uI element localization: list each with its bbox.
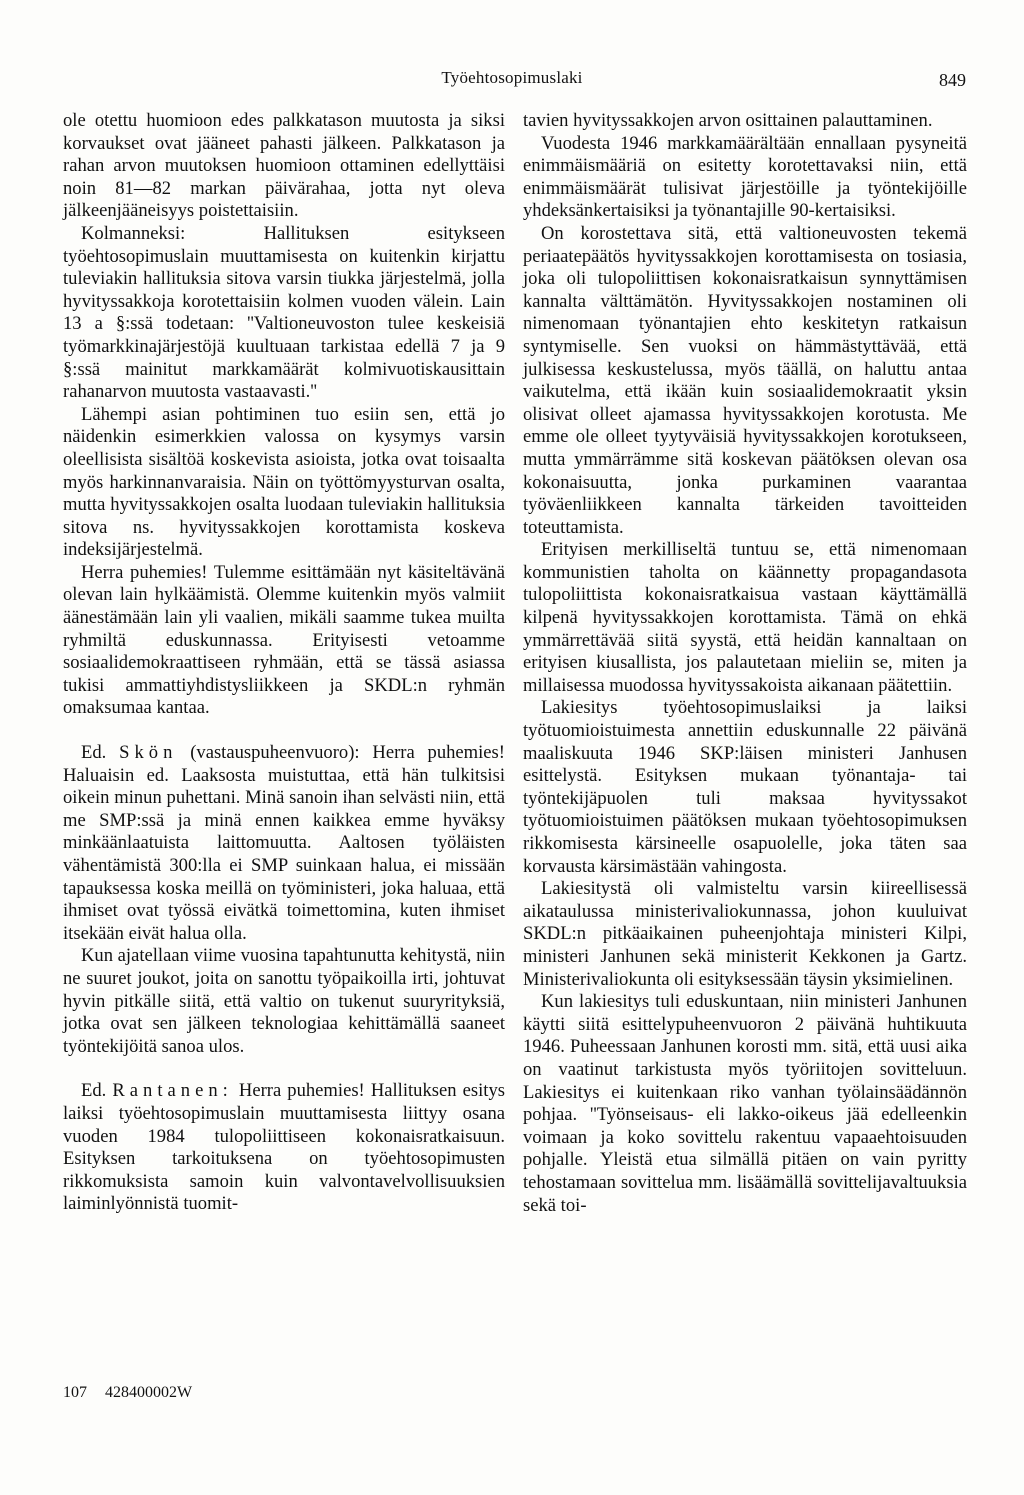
left-column [63, 110, 505, 1216]
right-paragraph-3: On korostettava sitä, että valtioneuvosten tekemä periaatepäätös hyvityssakkojen korottamisesta on tosiasia, joka oli tulopoliittisen kokonaisratkaisun synnyttämisen kannalta välttämätön. Hyvityssakkojen nostaminen oli nimenomaan työnantajien ehto keskitetyn ratkaisun syntymiselle. Sen vuoksi on hämmästyttävää, että julkisessa keskustelussa, myös täällä, on haluttu antaa vaikutelma, että ikään kuin sosiaalidemokraatit yksin olisivat olleet ajamassa hyvityssakkojen korotusta. Me emme ole olleet tyytyväisiä hyvityssakkojen korotukseen, mutta ymmärrämme sitä koskevan päätöksen olevan osa kokonaisuutta, jonka purkaminen vaarantaa työväenliikkeen kannalta tärkeiden tavoitteiden toteuttamista. [523, 222, 967, 538]
left-paragraph-2: Kolmanneksi: Hallituksen esitykseen työehtosopimuslain muuttamisesta on kuitenkin kirjattu tuleviakin hallituksia sitova varsin tiukka järjestelmä, jolla hyvityssakkoja korotettaisiin kolmen vuoden välein. Lain 13 a §:ssä todetaan: ''Valtioneuvoston tulee keskeisiä työmarkkinajärjestöjä kuultuaan tarkistaa edellä 7 ja 9 §:ssä mainitut markkamäärät kolmivuotiskausittain rahanarvon muutosta vastaavasti.'' [63, 222, 505, 403]
speech-prefix: Ed. [81, 1080, 107, 1102]
right-paragraph-1: tavien hyvityssakkojen arvon osittainen palauttaminen. [523, 110, 933, 131]
left-paragraph-4: Herra puhemies! Tulemme esittämään nyt käsiteltävänä olevan lain hylkäämistä. Olemme kuitenkin myös valmiit äänestämään lain yli vaalien, mikäli saamme tukea muilta ryhmiltä eduskunnassa. Erityisesti vetoamme sosiaalidemokraattiseen ryhmään, että se tässä asiassa tukisi ammattiyhdistysliikkeen ja SKDL:n ryhmän omaksumaa kantaa. [63, 561, 505, 719]
speaker-name: Skön [119, 742, 178, 764]
speaker-name: Rantanen: [112, 1080, 233, 1102]
speech-skon [63, 742, 505, 945]
page-number: 849 [939, 70, 966, 90]
print-code: 428400002W [105, 1384, 193, 1401]
right-paragraph-6: Lakiesitystä oli valmisteltu varsin kiireellisessä aikataulussa ministerivaliokunnassa, johon kuuluivat SKDL:n pitkäaikainen puheenjohtaja ministeri Kilpi, ministeri Janhunen sekä ministerit Kekkonen ja Gartz. Ministerivaliokunta oli esityksessään täysin yksimielinen. [523, 878, 967, 990]
running-title: Työehtosopimuslaki [441, 68, 583, 87]
right-paragraph-7: Kun lakiesitys tuli eduskuntaan, niin ministeri Janhunen käytti siitä esittelypuheenvuoron 2 päivänä huhtikuuta 1946. Puheessaan Janhunen korosti mm. sitä, että uusi aika on vaatinut tarkistusta myös työriitojen sovitteluun. Lakiesitys ei kuitenkaan riko vanhan työlainsäädännön pohjaa. ''Työnseisaus- eli lakko-oikeus jää edelleenkin voimaan ja koko sovittelu rakentuu vapaaehtoisuuden pohjalle. Yleistä etua silmällä pitäen on vain pyritty tehostamaan sovittelua mm. lisäämällä sovittelijavaltuuksia sekä toi- [523, 991, 967, 1216]
left-paragraph-6: Kun ajatellaan viime vuosina tapahtunutta kehitystä, niin ne suuret joukot, joita on sanottu työpaikoilla irti, johtuvat hyvin pitkälle siitä, että valtio on tukenut suuryrityksiä, jotka ovat sen jälkeen teknologiaa kehittämällä saaneet työntekijöitä sanoa ulos. [63, 945, 505, 1057]
right-paragraph-2: Vuodesta 1946 markkamäärältään ennallaan pysyneitä enimmäismääriä on esitetty korotettavaksi niin, että enimmäismäärät tulisivat järjestöille ja työntekijöille yhdeksänkertaisiksi ja työnantajille 90-kertaisiksi. [523, 132, 967, 222]
sheet-number: 107 [63, 1384, 87, 1401]
speech-text: Herra puhemies! Hallituksen esitys laiksi työehtosopimuslain muuttamisesta liittyy osana vuoden 1984 tulopoliittiseen kokonaisratkaisuun. Esityksen tarkoituksena on työehtosopimusten rikkomuksista samoin kuin valvontavelvollisuuksien laiminlyönnistä tuomit- [63, 1080, 505, 1215]
left-paragraph-1: ole otettu huomioon edes palkkatason muutosta ja siksi korvaukset ovat jääneet pahasti jälkeen. Palkkatason ja rahan arvon muutoksen huomioon ottaminen edellyttäisi noin 81—82 markan päivärahaa, jotta nyt oleva jälkeenjääneisyys poistettaisiin. [63, 110, 505, 222]
speech-text: (vastauspuheenvuoro): Herra puhemies! Haluaisin ed. Laaksosta muistuttaa, että hän tulkitsisi oikein minun puhettani. Minä sanoin ihan selvästi niin, että me SMP:ssä ja minä ennen kaikkea emme hyväksy minkäänlaatuista laittomuutta. Aaltosen työläisten vähentämistä 300:lla ei SMP suinkaan halua, ei missään tapauksessa koska meillä on työministeri, joka haluaa, että ihmiset ovat työssä eivätkä toimettomina, kuten ihmiset itsekään eivät halua olla. [63, 742, 505, 944]
right-paragraph-5: Lakiesitys työehtosopimuslaiksi ja laiksi työtuomioistuimesta annettiin eduskunnalle 22 päivänä maaliskuuta 1946 SKP:läisen ministeri Janhusen esittelystä. Esityksen mukaan työnantaja- tai työntekijäpuolen tuli maksaa hyvityssakot työtuomioistuimen päätöksen mukaan työehtosopimuksen rikkomisesta kärsineelle osapuolelle, joka täten saa korvausta kärsimästään vahingosta. [523, 697, 967, 877]
right-paragraph-4: Erityisen merkilliseltä tuntuu se, että nimenomaan kommunistien taholta on käännetty propagandasota tulopoliittista kokonaisratkaisua vastaan käyttämällä kilpenä hyvityssakkojen korottamista. Tämä on ehkä ymmärrettävää siitä syystä, että heidän kannaltaan on erityisen kiusallista, jos palautetaan mieliin se, miten ja millaisessa muodossa hyvityssakoista aikanaan päätettiin. [523, 539, 967, 696]
speech-rantanen [63, 1080, 505, 1216]
speech-prefix: Ed. [81, 742, 107, 764]
right-column [523, 110, 967, 1217]
left-paragraph-3: Lähempi asian pohtiminen tuo esiin sen, että jo näidenkin esimerkkien valossa on kysymys varsin oleellisista sisältöä koskevista asioista, jotka ovat toisaalta myös harkinnanvaraisia. Näin on työttömyysturvan osalta, mutta hyvityssakkojen osalta luodaan tuleviakin hallituksia sitova ns. hyvityssakkojen korottamista koskeva indeksijärjestelmä. [63, 403, 505, 561]
page-footer [63, 1384, 210, 1402]
